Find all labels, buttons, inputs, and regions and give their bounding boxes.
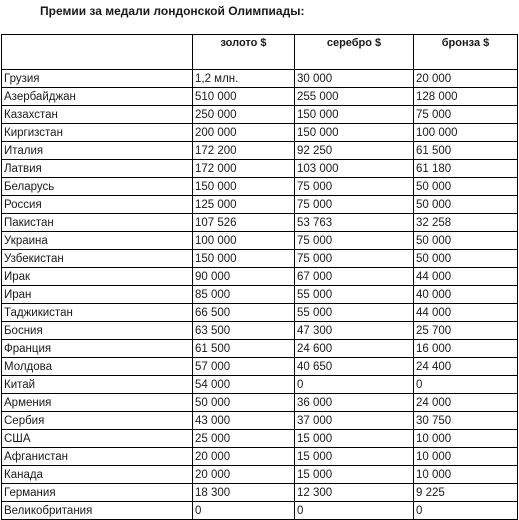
cell-silver: 67 000: [295, 268, 414, 286]
cell-bronze: 50 000: [414, 178, 518, 196]
header-bronze: бронза $: [414, 35, 518, 70]
cell-country: Пакистан: [2, 214, 193, 232]
cell-silver: 55 000: [295, 304, 414, 322]
cell-bronze: 40 000: [414, 286, 518, 304]
table-row: [2, 196, 518, 214]
cell-bronze: 128 000: [414, 88, 518, 106]
cell-silver: 53 763: [295, 214, 414, 232]
cell-silver: 15 000: [295, 466, 414, 484]
cell-silver: 12 300: [295, 484, 414, 502]
table-row: [2, 178, 518, 196]
cell-country: Армения: [2, 394, 193, 412]
cell-country: Босния: [2, 322, 193, 340]
header-silver: серебро $: [295, 35, 414, 70]
cell-silver: 24 600: [295, 340, 414, 358]
header-country: [2, 35, 193, 70]
medal-prizes-table: [1, 34, 518, 520]
table-row: [2, 358, 518, 376]
table-row: [2, 502, 518, 520]
cell-silver: 15 000: [295, 448, 414, 466]
cell-silver: 75 000: [295, 250, 414, 268]
cell-gold: 250 000: [193, 106, 295, 124]
cell-gold: 125 000: [193, 196, 295, 214]
cell-bronze: 100 000: [414, 124, 518, 142]
table-row: [2, 394, 518, 412]
cell-silver: 30 000: [295, 70, 414, 88]
cell-gold: 1,2 млн.: [193, 70, 295, 88]
cell-country: Китай: [2, 376, 193, 394]
table-row: [2, 286, 518, 304]
cell-gold: 107 526: [193, 214, 295, 232]
table-row: [2, 484, 518, 502]
cell-gold: 0: [193, 502, 295, 520]
cell-country: США: [2, 430, 193, 448]
cell-silver: 150 000: [295, 106, 414, 124]
table-row: [2, 214, 518, 232]
cell-gold: 172 000: [193, 160, 295, 178]
cell-country: Таджикистан: [2, 304, 193, 322]
table-row: [2, 88, 518, 106]
table-row: [2, 448, 518, 466]
cell-bronze: 24 000: [414, 394, 518, 412]
cell-gold: 100 000: [193, 232, 295, 250]
cell-country: Сербия: [2, 412, 193, 430]
cell-country: Германия: [2, 484, 193, 502]
cell-country: Казахстан: [2, 106, 193, 124]
cell-country: Азербайджан: [2, 88, 193, 106]
cell-bronze: 10 000: [414, 430, 518, 448]
cell-silver: 255 000: [295, 88, 414, 106]
table-row: [2, 430, 518, 448]
table-header-row: [2, 35, 518, 70]
cell-country: Молдова: [2, 358, 193, 376]
cell-gold: 61 500: [193, 340, 295, 358]
cell-gold: 20 000: [193, 448, 295, 466]
cell-bronze: 44 000: [414, 268, 518, 286]
cell-country: Иран: [2, 286, 193, 304]
cell-country: Италия: [2, 142, 193, 160]
cell-country: Великобритания: [2, 502, 193, 520]
table-body: [2, 70, 518, 520]
cell-bronze: 16 000: [414, 340, 518, 358]
table-row: [2, 250, 518, 268]
table-row: [2, 304, 518, 322]
cell-country: Афганистан: [2, 448, 193, 466]
cell-bronze: 50 000: [414, 196, 518, 214]
table-row: [2, 106, 518, 124]
header-gold: золото $: [193, 35, 295, 70]
cell-bronze: 30 750: [414, 412, 518, 430]
cell-gold: 85 000: [193, 286, 295, 304]
table-row: [2, 142, 518, 160]
table-row: [2, 232, 518, 250]
cell-silver: 40 650: [295, 358, 414, 376]
cell-gold: 20 000: [193, 466, 295, 484]
table-row: [2, 376, 518, 394]
cell-gold: 90 000: [193, 268, 295, 286]
cell-bronze: 24 400: [414, 358, 518, 376]
cell-silver: 36 000: [295, 394, 414, 412]
cell-country: Узбекистан: [2, 250, 193, 268]
table-row: [2, 412, 518, 430]
cell-silver: 150 000: [295, 124, 414, 142]
cell-silver: 47 300: [295, 322, 414, 340]
cell-bronze: 44 000: [414, 304, 518, 322]
cell-bronze: 61 500: [414, 142, 518, 160]
cell-silver: 15 000: [295, 430, 414, 448]
cell-silver: 37 000: [295, 412, 414, 430]
cell-bronze: 0: [414, 502, 518, 520]
cell-bronze: 50 000: [414, 232, 518, 250]
cell-bronze: 10 000: [414, 466, 518, 484]
table-row: [2, 70, 518, 88]
cell-bronze: 61 180: [414, 160, 518, 178]
cell-gold: 200 000: [193, 124, 295, 142]
cell-silver: 92 250: [295, 142, 414, 160]
cell-country: Ирак: [2, 268, 193, 286]
cell-silver: 75 000: [295, 196, 414, 214]
table-row: [2, 124, 518, 142]
cell-bronze: 25 700: [414, 322, 518, 340]
cell-silver: 0: [295, 376, 414, 394]
cell-gold: 510 000: [193, 88, 295, 106]
cell-gold: 18 300: [193, 484, 295, 502]
cell-silver: 0: [295, 502, 414, 520]
cell-bronze: 20 000: [414, 70, 518, 88]
cell-country: Беларусь: [2, 178, 193, 196]
cell-gold: 172 200: [193, 142, 295, 160]
cell-gold: 50 000: [193, 394, 295, 412]
cell-gold: 150 000: [193, 178, 295, 196]
cell-gold: 43 000: [193, 412, 295, 430]
cell-gold: 57 000: [193, 358, 295, 376]
cell-gold: 54 000: [193, 376, 295, 394]
cell-bronze: 50 000: [414, 250, 518, 268]
cell-country: Франция: [2, 340, 193, 358]
table-row: [2, 322, 518, 340]
cell-gold: 66 500: [193, 304, 295, 322]
cell-bronze: 75 000: [414, 106, 518, 124]
cell-gold: 25 000: [193, 430, 295, 448]
cell-silver: 75 000: [295, 178, 414, 196]
cell-silver: 75 000: [295, 232, 414, 250]
cell-country: Россия: [2, 196, 193, 214]
cell-silver: 103 000: [295, 160, 414, 178]
cell-country: Канада: [2, 466, 193, 484]
cell-bronze: 9 225: [414, 484, 518, 502]
cell-bronze: 32 258: [414, 214, 518, 232]
page-title: Премии за медали лондонской Олимпиады:: [40, 4, 305, 18]
cell-country: Киргизстан: [2, 124, 193, 142]
cell-bronze: 10 000: [414, 448, 518, 466]
table-row: [2, 268, 518, 286]
cell-silver: 55 000: [295, 286, 414, 304]
table-row: [2, 466, 518, 484]
cell-bronze: 0: [414, 376, 518, 394]
cell-gold: 150 000: [193, 250, 295, 268]
table-row: [2, 340, 518, 358]
cell-gold: 63 500: [193, 322, 295, 340]
cell-country: Украина: [2, 232, 193, 250]
cell-country: Грузия: [2, 70, 193, 88]
cell-country: Латвия: [2, 160, 193, 178]
table-row: [2, 160, 518, 178]
